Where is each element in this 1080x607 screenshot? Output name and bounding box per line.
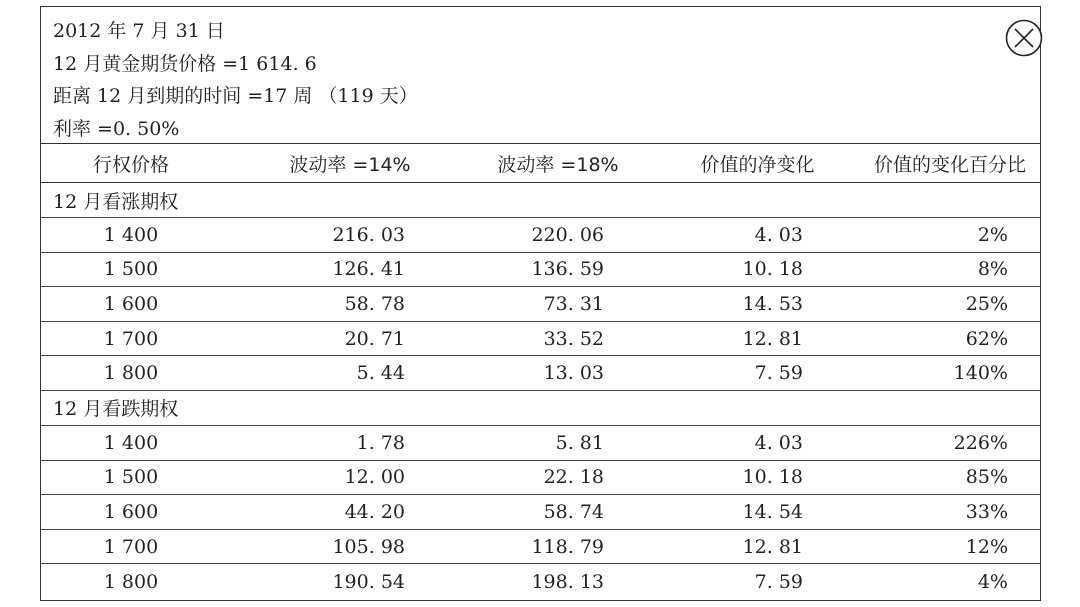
- vol-18-value-cell: 13. 03: [543, 362, 604, 385]
- strike-price-cell: 1 700: [103, 535, 159, 558]
- table-body: [41, 183, 1040, 599]
- vol-14-value-cell: 216. 03: [332, 223, 405, 246]
- strike-price-cell: 1 500: [103, 258, 159, 281]
- circle-x-icon: [1005, 19, 1043, 57]
- table-row: [41, 322, 1040, 357]
- pct-change-cell: 62%: [965, 327, 1008, 350]
- table-row: [41, 218, 1040, 253]
- vol-14-value-cell: 126. 41: [332, 258, 405, 281]
- futures-price-line: 12 月黄金期货价格 =1 614. 6: [53, 52, 317, 75]
- vol-18-value-cell: 118. 79: [531, 535, 604, 558]
- table-header-row: [41, 144, 1040, 183]
- pct-change-cell: 226%: [953, 431, 1008, 454]
- vol-14-value-cell: 44. 20: [344, 500, 405, 523]
- net-change-cell: 12. 81: [742, 327, 803, 350]
- market-info-block: [41, 7, 1040, 144]
- header-strike-price: 行权价格: [92, 153, 169, 176]
- vol-14-value-cell: 5. 44: [356, 362, 405, 385]
- strike-price-cell: 1 400: [103, 431, 159, 454]
- pct-change-cell: 8%: [977, 258, 1008, 281]
- time-to-expiry-line: 距离 12 月到期的时间 =17 周 （119 天）: [53, 85, 418, 107]
- vol-18-value-cell: 220. 06: [531, 223, 604, 246]
- section-title: 12 月看跌期权: [41, 391, 1040, 426]
- table-row: [41, 287, 1040, 322]
- table-row: [41, 461, 1040, 496]
- vol-18-value-cell: 136. 59: [531, 258, 604, 281]
- close-button[interactable]: [1005, 19, 1043, 57]
- vol-14-value-cell: 20. 71: [344, 327, 405, 350]
- header-vol-18: 波动率 =18%: [497, 153, 619, 176]
- vol-14-value-cell: 58. 78: [344, 292, 405, 315]
- net-change-cell: 14. 53: [742, 292, 803, 315]
- pct-change-cell: 4%: [977, 570, 1008, 593]
- net-change-cell: 4. 03: [754, 223, 803, 246]
- strike-price-cell: 1 500: [103, 466, 159, 489]
- table-row: [41, 356, 1040, 391]
- pct-change-cell: 2%: [977, 223, 1008, 246]
- pct-change-cell: 140%: [953, 362, 1008, 385]
- vol-18-value-cell: 5. 81: [555, 431, 604, 454]
- pct-change-cell: 33%: [965, 500, 1008, 523]
- vol-14-value-cell: 190. 54: [332, 570, 405, 593]
- table-row: [41, 530, 1040, 565]
- net-change-cell: 14. 54: [742, 500, 803, 523]
- vol-14-value-cell: 105. 98: [332, 535, 405, 558]
- table-row: [41, 564, 1040, 599]
- vol-14-value-cell: 1. 78: [356, 431, 405, 454]
- strike-price-cell: 1 600: [103, 500, 159, 523]
- net-change-cell: 7. 59: [754, 570, 803, 593]
- strike-price-cell: 1 600: [103, 292, 159, 315]
- net-change-cell: 10. 18: [742, 466, 803, 489]
- vol-14-value-cell: 12. 00: [344, 466, 405, 489]
- vol-18-value-cell: 73. 31: [543, 292, 604, 315]
- net-change-cell: 10. 18: [742, 258, 803, 281]
- strike-price-cell: 1 800: [103, 362, 159, 385]
- section-title: 12 月看涨期权: [41, 183, 1040, 218]
- header-pct-change: 价值的变化百分比: [873, 153, 1026, 176]
- pct-change-cell: 25%: [965, 292, 1008, 315]
- strike-price-cell: 1 700: [103, 327, 159, 350]
- net-change-cell: 12. 81: [742, 535, 803, 558]
- vol-18-value-cell: 198. 13: [531, 570, 604, 593]
- vol-18-value-cell: 58. 74: [543, 500, 604, 523]
- pct-change-cell: 12%: [965, 535, 1008, 558]
- table-row: [41, 495, 1040, 530]
- strike-price-cell: 1 800: [103, 570, 159, 593]
- table-row: [41, 253, 1040, 288]
- table-row: [41, 426, 1040, 461]
- vol-18-value-cell: 33. 52: [543, 327, 604, 350]
- vol-18-value-cell: 22. 18: [543, 466, 604, 489]
- strike-price-cell: 1 400: [103, 223, 159, 246]
- net-change-cell: 7. 59: [754, 362, 803, 385]
- header-net-change: 价值的净变化: [700, 153, 815, 176]
- net-change-cell: 4. 03: [754, 431, 803, 454]
- options-table-frame: [40, 6, 1041, 601]
- pct-change-cell: 85%: [965, 466, 1008, 489]
- header-vol-14: 波动率 =14%: [289, 153, 411, 176]
- interest-rate-line: 利率 =0. 50%: [53, 117, 180, 140]
- date-line: 2012 年 7 月 31 日: [53, 20, 225, 42]
